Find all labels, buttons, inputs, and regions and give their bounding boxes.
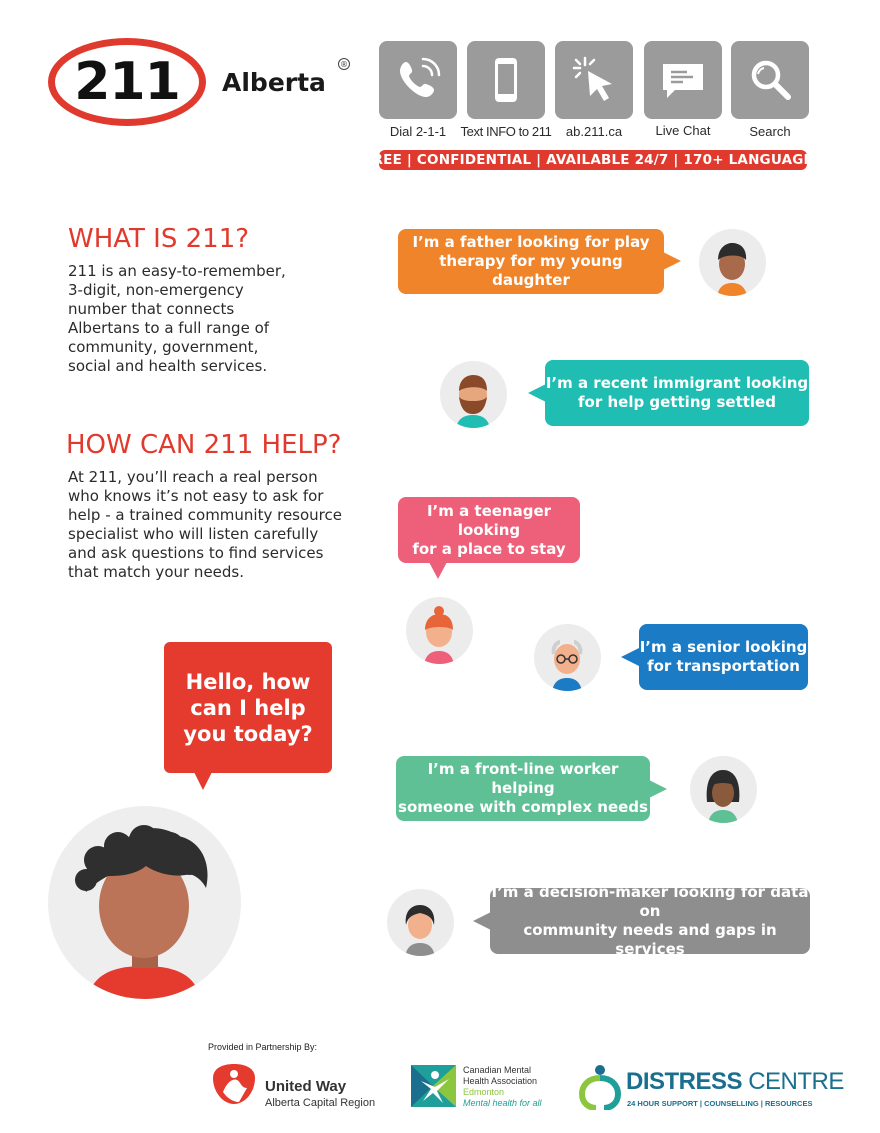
cmha-line: Canadian Mental <box>463 1065 532 1075</box>
search-tile[interactable] <box>731 41 809 119</box>
how-line: At 211, you’ll reach a real person <box>68 468 318 486</box>
immigrant-bubble-tail <box>528 384 546 402</box>
bubble-line: I’m a recent immigrant looking <box>545 374 809 392</box>
bubble-line: I’m a father looking for play <box>412 233 650 251</box>
distress-centre-logo <box>578 1064 622 1110</box>
senior-bubble-tail <box>621 648 639 666</box>
bubble-line: for help getting settled <box>578 393 776 411</box>
cmha-name <box>463 1065 542 1109</box>
decision-maker-bubble <box>490 883 810 958</box>
phone-icon <box>392 54 444 106</box>
bubble-line: someone with complex needs <box>398 798 648 816</box>
what-line: social and health services. <box>68 357 268 375</box>
how-line: who knows it’s not easy to ask for <box>68 487 324 505</box>
what-line: Albertans to a full range of <box>68 319 270 337</box>
father-bubble <box>398 229 664 294</box>
bubble-line: I’m a decision-maker looking for data on <box>491 883 809 920</box>
worker-bubble <box>396 756 650 821</box>
dial-label: Dial 2-1-1 <box>389 124 447 139</box>
bubble-line: for a place to stay <box>412 539 566 558</box>
senior-avatar <box>534 624 601 691</box>
what-line: 211 is an easy-to-remember, <box>68 262 286 280</box>
how-heading: HOW CAN 211 HELP? <box>66 430 342 460</box>
how-line: and ask questions to find services <box>68 544 324 562</box>
immigrant-bubble <box>545 360 809 426</box>
tagline: FREE | CONFIDENTIAL | AVAILABLE 24/7 | 170+ LANGUAGES <box>363 152 823 168</box>
text-tile[interactable] <box>467 41 545 119</box>
teenager-avatar <box>406 597 473 664</box>
united-way-hand-icon <box>209 1062 259 1108</box>
web-tile[interactable] <box>555 41 633 119</box>
united-way-logo <box>209 1062 259 1108</box>
cmha-city: Edmonton <box>463 1087 505 1097</box>
cmha-logo <box>411 1065 456 1107</box>
united-way-sub: Alberta Capital Region <box>265 1097 376 1109</box>
how-body <box>68 468 342 582</box>
search-label: Search <box>749 124 791 139</box>
decision-maker-bubble-tail <box>473 912 491 930</box>
logo-region: Alberta <box>222 68 326 97</box>
distress-bold: DISTRESS <box>626 1068 743 1095</box>
teenager-bubble <box>398 497 580 563</box>
worker-bubble-tail <box>649 780 667 798</box>
agent-line: you today? <box>183 721 313 746</box>
what-line: 3-digit, non-emergency <box>68 281 244 299</box>
bubble-line: therapy for my young daughter <box>439 252 623 289</box>
distress-centre-figure-icon <box>578 1064 622 1110</box>
bubble-line: I’m a teenager looking <box>426 501 552 539</box>
logo-number: 211 <box>74 52 180 112</box>
how-line: that match your needs. <box>68 563 245 581</box>
chat-label: Live Chat <box>655 123 711 138</box>
agent-bubble-tail <box>194 772 212 790</box>
bubble-line: for transportation <box>647 657 800 675</box>
web-label: ab.211.ca <box>565 124 623 139</box>
chat-icon <box>657 54 709 106</box>
bubble-line: I’m a front-line worker helping <box>427 760 619 797</box>
mobile-icon <box>480 54 532 106</box>
cmha-tagline: Mental health for all <box>463 1098 542 1108</box>
bubble-line: community needs and gaps in services <box>523 921 777 958</box>
united-way-name: United Way <box>265 1078 347 1095</box>
search-icon <box>744 54 796 106</box>
chat-tile[interactable] <box>644 41 722 119</box>
how-line: help - a trained community resource <box>68 506 342 524</box>
agent-line: can I help <box>190 695 306 720</box>
agent-speech-bubble <box>164 642 332 773</box>
cursor-click-icon <box>568 54 620 106</box>
bubble-line: I’m a senior looking <box>639 638 808 656</box>
what-line: community, government, <box>68 338 259 356</box>
cmha-line: Health Association <box>463 1076 538 1086</box>
partnership-note: Provided in Partnership By: <box>208 1042 318 1052</box>
text-label: Text INFO to 211 <box>460 124 552 139</box>
agent-avatar <box>48 806 241 999</box>
cmha-figure-icon <box>411 1065 456 1107</box>
teenager-bubble-tail <box>429 562 447 579</box>
father-bubble-tail <box>663 252 681 270</box>
what-line: number that connects <box>68 300 235 318</box>
worker-avatar <box>690 756 757 823</box>
logo-211 <box>48 38 206 126</box>
distress-centre-name <box>626 1068 844 1096</box>
dial-tile[interactable] <box>379 41 457 119</box>
what-heading: WHAT IS 211? <box>68 224 250 254</box>
distress-light: CENTRE <box>748 1068 844 1095</box>
immigrant-avatar <box>440 361 507 428</box>
decision-maker-avatar <box>387 889 454 956</box>
senior-bubble <box>639 624 808 690</box>
agent-line: Hello, how <box>185 669 311 694</box>
father-avatar <box>699 229 766 296</box>
distress-centre-sub: 24 HOUR SUPPORT | COUNSELLING | RESOURCES <box>627 1099 813 1108</box>
what-body <box>68 262 286 376</box>
registered-mark: ® <box>340 59 348 69</box>
how-line: specialist who will listen carefully <box>68 525 319 543</box>
